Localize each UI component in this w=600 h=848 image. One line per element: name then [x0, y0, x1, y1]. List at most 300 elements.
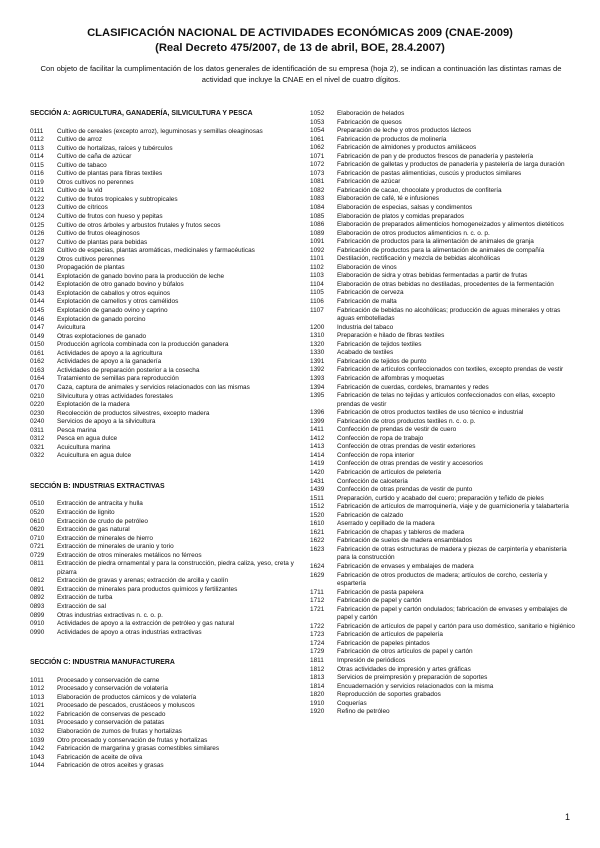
activity-label: Otros cultivos perennes [57, 255, 125, 263]
activity-row [310, 452, 578, 461]
activity-code: 0729 [30, 551, 45, 559]
activity-row [30, 290, 302, 299]
activity-code: 1629 [310, 571, 325, 579]
activity-label: Confección de otras prendas de vestir exteriores [337, 443, 476, 451]
activity-row [30, 427, 302, 436]
activity-label: Fabricación de papel y cartón [337, 597, 422, 605]
activity-label: Industria del tabaco [337, 323, 394, 331]
activity-row [310, 708, 578, 717]
activity-label: Fabricación de pan y de productos frescos de panadería y pastelería [337, 152, 534, 160]
activity-label: Extracción de minerales de uranio y torio [57, 543, 174, 551]
activity-row [310, 136, 578, 145]
activity-label: Destilación, rectificación y mezcla de bebidas alcohólicas [337, 255, 501, 263]
activity-code: 1413 [310, 443, 325, 451]
activity-row [30, 145, 302, 154]
activity-row [30, 694, 302, 703]
activity-code: 1042 [30, 745, 45, 753]
activity-label: Acabado de textiles [337, 349, 394, 357]
activity-code: 0130 [30, 264, 45, 272]
activity-code: 0126 [30, 230, 45, 238]
activity-label: Cultivo de cereales (excepto arroz), leguminosas y semillas oleaginosas [57, 127, 263, 135]
activity-code: 1031 [30, 719, 45, 727]
activity-label: Recolección de productos silvestres, excepto madera [57, 409, 210, 417]
activity-code: 1396 [310, 409, 325, 417]
activity-row [310, 341, 578, 350]
activity-row [310, 486, 578, 495]
activity-code: 1039 [30, 736, 45, 744]
activity-code: 1081 [310, 178, 325, 186]
activity-code: 0811 [30, 560, 44, 568]
activity-code: 0114 [30, 153, 44, 161]
activity-row [310, 631, 578, 640]
activity-code: 0146 [30, 315, 45, 323]
activity-label: Extracción de sal [57, 602, 107, 610]
activity-label: Explotación de ganado ovino y caprino [57, 307, 168, 315]
activity-row [310, 178, 578, 187]
activity-label: Actividades de apoyo a la extracción de petróleo y gas natural [57, 620, 235, 628]
activity-row [310, 230, 578, 239]
activity-label: Cultivo de tabaco [57, 161, 107, 169]
activity-row [30, 273, 302, 282]
activity-code: 1622 [310, 537, 325, 545]
activity-row [310, 426, 578, 435]
activity-code: 1395 [310, 392, 325, 400]
activity-row [310, 264, 578, 273]
activity-label: Elaboración de café, té e infusiones [337, 195, 439, 203]
activity-row [310, 537, 578, 546]
activity-code: 1012 [30, 685, 45, 693]
activity-row [30, 745, 302, 754]
activity-row [310, 589, 578, 598]
activity-label: Cultivo de cítricos [57, 204, 108, 212]
activity-row [30, 677, 302, 686]
activity-code: 1103 [310, 272, 324, 280]
activity-row [310, 324, 578, 333]
activity-label: Elaboración de otros productos alimenticios n. c. o. p. [337, 229, 490, 237]
activity-code: 0891 [30, 585, 45, 593]
activity-code: 1106 [310, 298, 324, 306]
activity-label: Otro procesado y conservación de frutas y hortalizas [57, 736, 208, 744]
activity-code: 1812 [310, 665, 325, 673]
activity-code: 1411 [310, 426, 324, 434]
activity-row [310, 349, 578, 358]
activity-row [30, 603, 302, 612]
activity-row [30, 762, 302, 771]
activity-code: 1011 [30, 676, 44, 684]
activity-row [30, 256, 302, 265]
title-line-1: CLASIFICACIÓN NACIONAL DE ACTIVIDADES ECONÓMICAS 2009 (CNAE-2009) [87, 27, 513, 39]
activity-label: Explotación de la madera [57, 401, 130, 409]
activity-row [310, 272, 578, 281]
activity-label: Extracción de antracita y hulla [57, 500, 143, 508]
activity-code: 0892 [30, 594, 45, 602]
activity-code: 1511 [310, 494, 324, 502]
activity-row [30, 384, 302, 393]
activity-row [30, 350, 302, 359]
activity-label: Tratamiento de semillas para reproducción [57, 375, 179, 383]
activity-row [30, 179, 302, 188]
activity-row [310, 127, 578, 136]
activity-row [30, 213, 302, 222]
activity-code: 1073 [310, 169, 325, 177]
activity-label: Procesado de pescados, crustáceos y moluscos [57, 702, 195, 710]
activity-label: Fabricación de telas no tejidas y artículos confeccionados con ellas, excepto prendas de vestir [337, 392, 555, 408]
activity-code: 1610 [310, 520, 325, 528]
activity-code: 1910 [310, 699, 325, 707]
activity-row [310, 683, 578, 692]
activity-row [310, 255, 578, 264]
activity-label: Fabricación de malta [337, 298, 397, 306]
activity-row [310, 298, 578, 307]
activity-code: 1052 [310, 110, 325, 117]
section-heading: SECCIÓN B: INDUSTRIAS EXTRACTIVAS [30, 482, 165, 490]
activity-code: 1820 [310, 691, 325, 699]
activity-label: Explotación de ganado porcino [57, 315, 146, 323]
activity-label: Fabricación de otras estructuras de madera y piezas de carpintería y ebanistería para la construcción [337, 545, 567, 562]
activity-code: 1512 [310, 503, 325, 511]
activity-row [310, 546, 578, 563]
activity-code: 1712 [310, 597, 325, 605]
activity-code: 1394 [310, 383, 325, 391]
activity-row [30, 737, 302, 746]
activity-code: 1729 [310, 648, 325, 656]
activity-label: Cultivo de especias, plantas aromáticas, medicinales y farmacéuticas [57, 247, 255, 255]
activity-code: 1393 [310, 374, 325, 382]
activity-label: Fabricación de artículos de papel y cartón para uso doméstico, sanitario e higiénico [337, 622, 575, 630]
activity-row [310, 606, 578, 623]
activity-row [310, 469, 578, 478]
activity-row [30, 367, 302, 376]
activity-row [30, 500, 302, 509]
activity-code: 1310 [310, 332, 325, 340]
activity-code: 0141 [30, 272, 45, 280]
activity-label: Extracción de gas natural [57, 526, 130, 534]
activity-row [30, 281, 302, 290]
activity-code: 0510 [30, 500, 45, 508]
activity-row [30, 187, 302, 196]
activity-label: Elaboración de otras bebidas no destiladas, procedentes de la fermentación [337, 280, 554, 288]
section-heading: SECCIÓN C: INDUSTRIA MANUFACTURERA [30, 659, 175, 667]
activity-code: 1813 [310, 674, 325, 682]
activity-code: 1084 [310, 204, 325, 212]
activity-row [30, 128, 302, 137]
activity-label: Confección de otras prendas de vestir y accesorios [337, 460, 483, 468]
activity-code: 1722 [310, 622, 325, 630]
activity-row [30, 324, 302, 333]
activity-code: 1723 [310, 631, 325, 639]
activity-label: Fabricación de papel y cartón ondulados; fabricación de envases y embalajes de papel y cartón [337, 605, 568, 622]
activity-row [310, 443, 578, 452]
activity-label: Confección de prendas de vestir de cuero [337, 426, 457, 434]
activity-code: 0710 [30, 534, 45, 542]
activity-code: 1419 [310, 460, 325, 468]
activity-code: 0150 [30, 341, 45, 349]
activity-row [310, 384, 578, 393]
activity-label: Fabricación de productos para la alimentación de animales de compañía [337, 246, 545, 254]
activity-label: Fabricación de cerveza [337, 289, 404, 297]
activity-code: 1091 [310, 238, 325, 246]
activity-code: 0163 [30, 366, 45, 374]
activity-label: Preparación de leche y otros productos lácteos [337, 127, 472, 135]
activity-label: Servicios de apoyo a la silvicultura [57, 418, 156, 426]
activity-label: Fabricación de otros productos textiles de uso técnico e industrial [337, 409, 524, 417]
activity-row [30, 264, 302, 273]
activity-code: 0121 [30, 187, 45, 195]
section-heading: SECCIÓN A: AGRICULTURA, GANADERÍA, SILVICULTURA Y PESCA [30, 110, 253, 117]
activity-row [310, 375, 578, 384]
activity-label: Cultivo de frutos tropicales y subtropicales [57, 195, 178, 203]
activity-code: 0520 [30, 508, 45, 516]
activity-label: Actividades de apoyo a la agricultura [57, 349, 163, 357]
activity-label: Elaboración de helados [337, 110, 405, 117]
activity-row [310, 503, 578, 512]
activity-row [310, 529, 578, 538]
activity-code: 1439 [310, 486, 325, 494]
activity-label: Otras actividades de impresión y artes gráficas [337, 665, 471, 673]
activity-code: 1721 [310, 605, 325, 613]
activity-code: 0311 [30, 426, 44, 434]
activity-row [30, 620, 302, 629]
activity-code: 1086 [310, 221, 325, 229]
activity-row [310, 110, 578, 119]
activity-code: 1414 [310, 451, 325, 459]
activity-label: Extracción de turba [57, 594, 113, 602]
activity-label: Fabricación de suelos de madera ensamblados [337, 537, 473, 545]
activity-label: Fabricación de otros aceites y grasas [57, 762, 164, 770]
activity-label: Explotación de caballos y otros equinos [57, 289, 171, 297]
activity-label: Fabricación de productos para la alimentación de animales de granja [337, 238, 534, 246]
activity-row [310, 195, 578, 204]
activity-row [310, 435, 578, 444]
activity-code: 0143 [30, 289, 45, 297]
activity-row [310, 597, 578, 606]
activity-label: Procesado y conservación de volatería [57, 685, 168, 693]
activity-label: Impresión de periódicos [337, 657, 406, 664]
activity-row [30, 526, 302, 535]
activity-row [30, 577, 302, 586]
activity-code: 1071 [310, 152, 325, 160]
activity-row [310, 478, 578, 487]
activity-label: Elaboración de especias, salsas y condimentos [337, 204, 473, 212]
activity-row [310, 204, 578, 213]
activity-label: Fabricación de cacao, chocolate y productos de confitería [337, 186, 502, 194]
activity-label: Extracción de minerales para productos químicos y fertilizantes [57, 585, 238, 593]
activity-code: 1391 [310, 357, 325, 365]
activity-code: 1420 [310, 468, 325, 476]
activity-label: Reproducción de soportes grabados [337, 691, 441, 699]
activity-code: 1200 [310, 323, 325, 331]
activity-code: 1623 [310, 545, 325, 553]
activity-code: 1920 [310, 708, 325, 716]
activity-row [310, 289, 578, 298]
activity-row [310, 332, 578, 341]
activity-label: Acuicultura en agua dulce [57, 452, 132, 460]
activity-label: Preparación, curtido y acabado del cuero; preparación y teñido de pieles [337, 494, 544, 502]
activity-code: 1013 [30, 693, 45, 701]
activity-row [30, 535, 302, 544]
activity-label: Servicios de preimpresión y preparación de soportes [337, 674, 488, 682]
activity-code: 0144 [30, 298, 45, 306]
activity-label: Procesado y conservación de carne [57, 676, 160, 684]
activity-code: 1105 [310, 289, 324, 297]
activity-row [310, 358, 578, 367]
activity-label: Acuicultura marina [57, 443, 111, 451]
activity-row [30, 719, 302, 728]
activity-code: 0149 [30, 332, 45, 340]
activity-label: Confección de otras prendas de vestir de punto [337, 486, 473, 494]
activity-label: Elaboración de platos y comidas preparados [337, 212, 465, 220]
activity-row [310, 366, 578, 375]
activity-label: Explotación de otro ganado bovino y búfalos [57, 281, 184, 289]
activity-code: 0893 [30, 602, 45, 610]
activity-row [30, 316, 302, 325]
activity-row [310, 460, 578, 469]
activity-label: Elaboración de sidra y otras bebidas fermentadas a partir de frutas [337, 272, 528, 280]
activity-code: 0127 [30, 238, 45, 246]
activity-row [310, 238, 578, 247]
activity-row [310, 520, 578, 529]
activity-row [310, 153, 578, 162]
activity-label: Producción agrícola combinada con la producción ganadera [57, 341, 229, 349]
activity-row [310, 119, 578, 128]
activity-row [310, 144, 578, 153]
activity-row [30, 333, 302, 342]
activity-label: Propagación de plantas [57, 264, 125, 272]
activity-code: 0145 [30, 307, 45, 315]
right-column [310, 110, 578, 717]
activity-label: Fabricación de otros artículos de papel y cartón [337, 648, 473, 656]
activity-code: 0721 [30, 543, 45, 551]
activity-code: 0210 [30, 392, 45, 400]
activity-code: 1520 [310, 511, 325, 519]
activity-code: 0312 [30, 435, 45, 443]
activity-code: 1085 [310, 212, 325, 220]
activity-label: Refino de petróleo [337, 708, 390, 716]
activity-code: 1083 [310, 195, 325, 203]
activity-row [30, 410, 302, 419]
activity-label: Fabricación de productos de molinería [337, 135, 447, 143]
activity-label: Fabricación de pasta papelera [337, 588, 424, 596]
activity-row [30, 358, 302, 367]
activity-label: Cultivo de plantas para fibras textiles [57, 170, 163, 178]
activity-label: Encuadernación y servicios relacionados con la misma [337, 682, 494, 690]
activity-label: Extracción de minerales de hierro [57, 534, 153, 542]
activity-row [30, 418, 302, 427]
activity-label: Fabricación de calzado [337, 511, 404, 519]
activity-code: 0128 [30, 247, 45, 255]
activity-code: 0910 [30, 620, 45, 628]
activity-row [30, 728, 302, 737]
activity-row [30, 239, 302, 248]
activity-label: Fabricación de pastas alimenticias, cuscús y productos similares [337, 169, 522, 177]
activity-code: 0116 [30, 170, 44, 178]
activity-code: 1043 [30, 753, 45, 761]
activity-label: Avicultura [57, 324, 86, 332]
activity-row [30, 435, 302, 444]
activity-row [310, 418, 578, 427]
activity-label: Explotación de camellos y otros camélidos [57, 298, 179, 306]
activity-label: Fabricación de papeles pintados [337, 639, 430, 647]
activity-code: 0147 [30, 324, 45, 332]
activity-row [310, 512, 578, 521]
activity-label: Fabricación de artículos de peletería [337, 468, 442, 476]
activity-label: Fabricación de envases y embalajes de madera [337, 562, 474, 570]
activity-code: 1022 [30, 710, 45, 718]
activity-code: 0112 [30, 136, 44, 144]
activity-row [30, 247, 302, 256]
activity-label: Fabricación de artículos confeccionados con textiles, excepto prendas de vestir [337, 366, 564, 374]
activity-label: Confección de calcetería [337, 477, 408, 485]
activity-label: Caza, captura de animales y servicios relacionados con las mismas [57, 383, 250, 391]
activity-row [30, 685, 302, 694]
activity-code: 0123 [30, 204, 45, 212]
activity-code: 1054 [310, 127, 325, 135]
activity-label: Fabricación de quesos [337, 118, 402, 126]
activity-label: Fabricación de chapas y tableros de madera [337, 528, 465, 536]
activity-code: 1102 [310, 263, 324, 271]
activity-label: Extracción de crudo de petróleo [57, 517, 148, 525]
activity-label: Cultivo de otros árboles y arbustos frutales y frutos secos [57, 221, 221, 229]
activity-code: 1032 [30, 728, 45, 735]
activity-row [30, 222, 302, 231]
activity-code: 0111 [30, 127, 44, 135]
activity-code: 0122 [30, 195, 45, 203]
activity-code: 0322 [30, 452, 45, 460]
activity-code: 0113 [30, 144, 44, 152]
activity-row [30, 543, 302, 552]
activity-label: Explotación de ganado bovino para la producción de leche [57, 272, 225, 280]
activity-row [310, 247, 578, 256]
activity-code: 1044 [30, 762, 45, 770]
activity-label: Pesca en agua dulce [57, 435, 118, 443]
activity-label: Preparación e hilado de fibras textiles [337, 332, 445, 340]
activity-label: Cultivo de la vid [57, 187, 103, 195]
activity-row [30, 560, 302, 577]
activity-code: 1624 [310, 562, 325, 570]
activity-row [310, 648, 578, 657]
activity-code: 1711 [310, 588, 324, 596]
activity-row [310, 409, 578, 418]
activity-label: Fabricación de cuerdas, cordeles, bramantes y redes [337, 383, 489, 391]
activity-label: Elaboración de vinos [337, 263, 397, 271]
activity-code: 1101 [310, 255, 324, 263]
activity-code: 0899 [30, 611, 45, 619]
activity-row [30, 153, 302, 162]
activity-label: Pesca marina [57, 426, 97, 434]
activity-label: Fabricación de margarina y grasas comestibles similares [57, 745, 220, 753]
activity-code: 1621 [310, 528, 325, 536]
activity-row [30, 341, 302, 350]
activity-label: Otras industrias extractivas n. c. o. p. [57, 611, 163, 619]
activity-code: 0620 [30, 526, 45, 534]
activity-row [310, 691, 578, 700]
activity-row [30, 393, 302, 402]
activity-row [30, 401, 302, 410]
activity-label: Confección de ropa interior [337, 451, 415, 459]
activity-row [310, 674, 578, 683]
title-line-2: (Real Decreto 475/2007, de 13 de abril, BOE, 28.4.2007) [155, 42, 445, 54]
activity-row [310, 640, 578, 649]
activity-label: Fabricación de galletas y productos de panadería y pastelería de larga duración [337, 161, 565, 169]
activity-row [30, 162, 302, 171]
activity-row [30, 444, 302, 453]
activity-row [30, 204, 302, 213]
activity-label: Fabricación de otros productos de madera; artículos de corcho, cestería y espartería [337, 571, 548, 588]
activity-code: 1092 [310, 246, 325, 254]
activity-code: 0129 [30, 255, 45, 263]
activity-code: 1431 [310, 477, 325, 485]
activity-label: Fabricación de otros productos textiles n. c. o. p. [337, 417, 476, 425]
